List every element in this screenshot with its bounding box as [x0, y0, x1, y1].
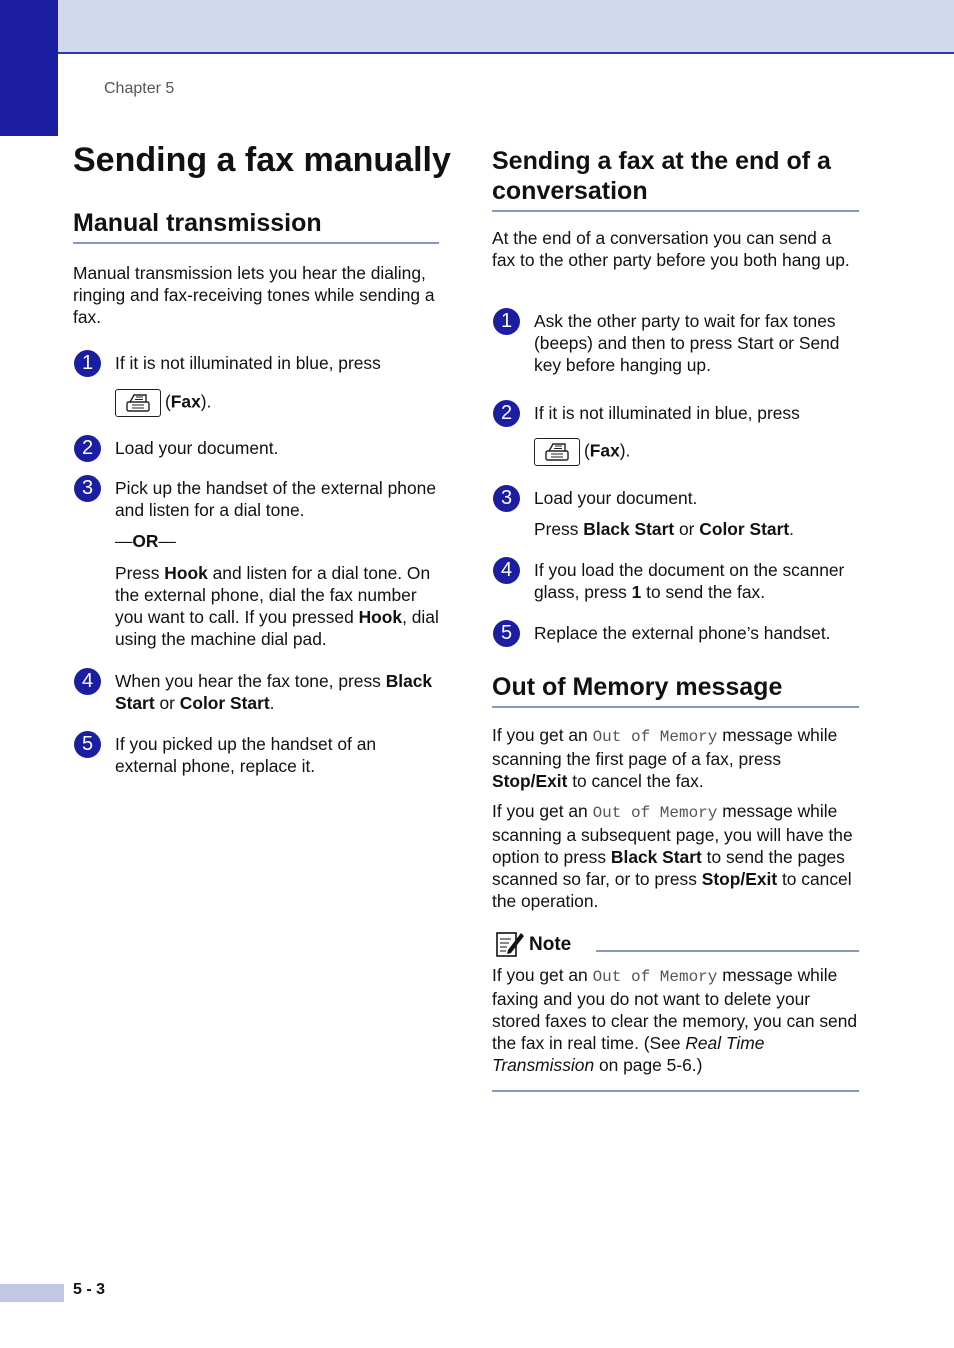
step-text: If it is not illuminated in blue, press	[115, 353, 381, 373]
step-text: Load your document.	[534, 488, 698, 508]
manual-transmission-intro: Manual transmission lets you hear the dialing, ringing and fax-receiving tones while sending a fax.	[73, 263, 435, 327]
step-number: 2	[493, 400, 520, 427]
step-number: 1	[493, 308, 520, 335]
step-number: 3	[493, 485, 520, 512]
fax-key-button[interactable]	[534, 438, 580, 466]
note-rule	[596, 950, 859, 952]
step-text: If you load the document on the scanner glass, press 1 to send the fax.	[534, 560, 845, 602]
chapter-label: Chapter 5	[104, 80, 175, 97]
out-of-memory-para-1: If you get an Out of Memory message while scanning the first page of a fax, press Stop/Exit to cancel the fax.	[492, 725, 838, 791]
note-header	[492, 928, 859, 964]
fax-key-button[interactable]	[115, 389, 161, 417]
or-separator: —OR—	[115, 531, 176, 551]
page-number: 5 - 3	[73, 1281, 106, 1298]
header-band	[0, 0, 954, 54]
end-of-conversation-intro: At the end of a conversation you can send a fax to the other party before you both hang up.	[492, 228, 850, 270]
step-number: 5	[493, 620, 520, 647]
step-text: Ask the other party to wait for fax tones (beeps) and then to press Start or Send key before hanging up.	[534, 311, 840, 375]
section-heading-out-of-memory: Out of Memory message	[492, 672, 859, 708]
step-text: Load your document.	[115, 438, 279, 458]
fax-key-label: Fax	[170, 391, 201, 412]
note-pencil-icon	[494, 928, 526, 958]
footer-band	[0, 1284, 64, 1302]
step-text: Pick up the handset of the external phone and listen for a dial tone.	[115, 478, 436, 520]
step-text: Replace the external phone’s handset.	[534, 623, 831, 643]
step-number: 2	[74, 435, 101, 462]
step-text: When you hear the fax tone, press Black Start or Color Start.	[115, 671, 433, 713]
section-heading-end-of-conversation: Sending a fax at the end of a conversation	[492, 146, 859, 212]
section-heading-manual-transmission: Manual transmission	[73, 208, 439, 244]
fax-icon	[124, 393, 152, 413]
step-number: 3	[74, 475, 101, 502]
step-number: 5	[74, 731, 101, 758]
note-label: Note	[529, 934, 572, 955]
step-subtext: Press Black Start or Color Start.	[534, 519, 794, 539]
step-number: 4	[74, 668, 101, 695]
step-alternative: Press Hook and listen for a dial tone. On the external phone, dial the fax number you want to call. If you pressed Hook, dial using the machine dial pad.	[115, 563, 439, 649]
page-title: Sending a fax manually	[73, 141, 451, 179]
note-end-rule	[492, 1090, 859, 1092]
step-number: 4	[493, 557, 520, 584]
chapter-tab-block	[0, 0, 58, 136]
note-text: If you get an Out of Memory message while faxing and you do not want to delete your stored faxes to clear the memory, you can send the fax in real time. (See Real Time Transmission on page 5-6.)	[492, 965, 858, 1075]
fax-icon	[543, 442, 571, 462]
step-number: 1	[74, 350, 101, 377]
step-text: If you picked up the handset of an external phone, replace it.	[115, 734, 377, 776]
out-of-memory-para-2: If you get an Out of Memory message while scanning a subsequent page, you will have the option to press Black Start to send the pages scanned so far, or to press Stop/Exit to cancel the operation.	[492, 801, 853, 911]
fax-key-label: Fax	[589, 440, 620, 461]
step-text: If it is not illuminated in blue, press	[534, 403, 800, 423]
